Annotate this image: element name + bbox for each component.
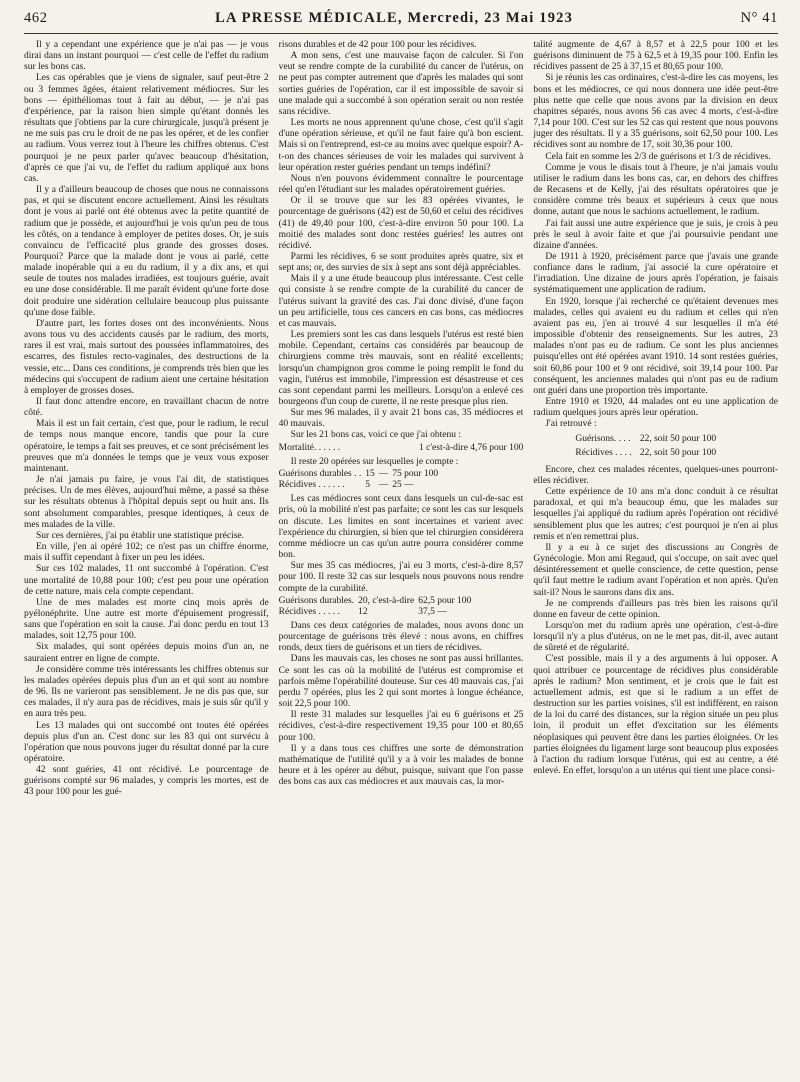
paragraph: D'autre part, les fortes doses ont des inconvénients. Nous avons tous vu des accidents causés par le radium, des morts, rares il est vrai, mais surtout des poussées inflammatoires, des escarres, des fistules recto-vaginales, des destructions de la vessie, etc... Dans ces conditions, je comprends très bien que les médecins qui s'occupent de radium aient une certaine hésitation à employer de grosses doses. — [24, 318, 269, 396]
table-cell: 25 — — [392, 480, 414, 491]
table-cell: Guérisons durables. — [278, 595, 355, 606]
paragraph: Six malades, qui sont opérées depuis moins d'un an, ne sauraient entrer en ligne de compte. — [24, 642, 269, 664]
paragraph: Dans ces deux catégories de malades, nous avons donc un pourcentage de guérisons très élevé : nous avons, en chiffres ronds, deux tiers de guérisons et un tiers de récidives. — [278, 620, 524, 654]
column-2-paragraphs-a — [279, 40, 524, 442]
paragraph: Parmi les récidives, 6 se sont produites après quatre, six et sept ans; or, des survies de six à sept ans sont déjà appréciables. — [278, 251, 524, 274]
mortality-line — [279, 443, 524, 454]
table-row — [279, 480, 443, 491]
paragraph: J'ai retrouvé : — [545, 419, 597, 430]
paragraph: Comme je vous le disais tout à l'heure, je n'ai jamais voulu utiliser le radium dans les bons cas, car, en dehors des chiffres de Recasens et de Kelly, j'ai des résultats opératoires que je considère comme très beaux et supérieurs à ceux que nous donne, autant que nous le sachions actuellement, le radium. — [533, 162, 778, 218]
paragraph: Sur ces dernières, j'ai pu établir une statistique précise. — [36, 530, 245, 541]
column-3-paragraphs-a — [533, 40, 778, 430]
table-cell: Guérisons. . . . — [575, 434, 631, 445]
table-cell: 22, soit 50 pour 100 — [639, 434, 717, 445]
paragraph: Les premiers sont les cas dans lesquels l'utérus est resté bien mobile. Cependant, certains cas considérés par beaucoup de chirurgiens comme très mauvais, sont en réalité excellents; lorsqu'un champignon gros comme le poing remplit le fond du vagin, l'utérus est immobile, l'impression est désastreuse et ces cas sont cependant parmi les meilleurs. Lorsqu'on a enlevé ces bourgeons d'un coup de curette, il ne reste presque plus rien. — [278, 330, 524, 407]
paragraph: Il y a d'ailleurs beaucoup de choses que nous ne connaissons pas, et qui se discutent encore actuellement. Ainsi les résultats dont je vous ai parlé ont été obtenus avec la petite quantité de radium que je possède, et aujourd'hui je vois qu'un peu de tous les côtés, on a tendance à employer de petites doses. Or, je suis convaincu de l'efficacité plus grande des grosses doses. Pourquoi? Parce que la malade dont je vous ai parlé, cette malade inopérable qui a eu du radium, il y a dix ans, et qui seule de toutes nos malades irradiées, est toujours guérie, avait eu une dose considérable. Il me paraît évident qu'une forte dose doit produire une sidération cellulaire beaucoup plus puissante qu'une dose faible. — [24, 185, 269, 318]
paragraph: Encore, chez ces malades récentes, quelques-unes pourront-elles récidiver. — [533, 464, 778, 486]
paragraph: Sur ces 102 malades, 11 ont succombé à l'opération. C'est une mortalité de 10,88 pour 100; c'est peu pour une opération de cette nature, mais cela compte cependant. — [24, 564, 269, 597]
stats-table-radium — [573, 432, 724, 460]
paragraph: Sur mes 35 cas médiocres, j'ai eu 3 morts, c'est-à-dire 8,57 pour 100. Il reste 32 cas sur lesquels nous pouvons nous rendre compte de la curabilité. — [278, 561, 524, 594]
paragraph: Cette expérience de 10 ans m'a donc conduit à ce résultat paradoxal, et qui m'a beaucoup ému, que les malades sur lesquelles j'ai appliqué du radium après l'opération ont récidivé sensiblement plus que les autres; c'est pourquoi je n'en ai plus remis et n'en remettrai plus. — [533, 487, 778, 542]
article-columns — [24, 40, 778, 1072]
column-2-paragraphs-c — [279, 621, 524, 788]
paragraph: Nous n'en pouvons évidemment connaître le pourcentage réel qu'en l'étudiant sur les malades opératoirement guéries. — [278, 173, 524, 196]
paragraph: talité augmente de 4,67 à 8,57 et à 22,5 pour 100 et les guérisons diminuent de 75 à 62,5 et à 19,35 pour 100. Enfin les récidives passent de 25 à 37,15 et 80,65 pour 100. — [533, 40, 778, 73]
paragraph: Une de mes malades est morte cinq mois après de pyélonéphrite. Une autre est morte d'épuisement progressif, sans que l'opération en soit la cause. J'ai donc perdu en tout 13 malades, soit 12,75 pour 100. — [24, 597, 269, 642]
paragraph: Or il se trouve que sur les 83 opérées vivantes, le pourcentage de guérisons (42) est de 50,60 et celui des récidives (41) de 49,40 pour 100, c'est-à-dire environ 50 pour 100. La moitié des malades sont donc restées guéries! les autres ont récidivé. — [278, 196, 524, 251]
paragraph: En 1920, lorsque j'ai recherché ce qu'étaient devenues mes malades, celles qui avaient eu du radium et celles qui n'en avaient pas eu, j'en ai trouvé 4 sur lesquelles il m'a été impossible d'obtenir des renseignements. Sur les autres, 23 malades n'ont pas eu de radium. Ce sont les plus anciennes puisqu'elles ont été opérées avant 1910. 14 sont restées guéries, soit 60,86 pour 100 et 9 ont récidivé, soit 39,14 pour 100. Par conséquent, les anciennes malades qui n'ont pas eu de radium ont guéri dans une proportion très importante. — [533, 296, 778, 396]
paragraph: A mon sens, c'est une mauvaise façon de calculer. Si l'on veut se rendre compte de la curabilité du cancer de l'utérus, on ne peut pas compter autrement que d'après les malades qui sont sorties guéries de l'opération, car il est impossible de savoir si une malade qui a succombé à son opération serait ou non restée sans récidive. — [278, 51, 524, 117]
paragraph: Dans les mauvais cas, les choses ne sont pas aussi brillantes. Ce sont les cas où la mobilité de l'utérus est compromise et parfois même l'opérabilité douteuse. Sur ces 40 mauvais cas, j'ai perdu 7 opérées, plus les 2 qui sont mortes à longue échéance, soit 22,5 pour 100. — [278, 654, 524, 710]
paragraph: C'est possible, mais il y a des arguments à lui opposer. A quoi attribuer ce pourcentage de récidives plus considérable après le radium? Mon sentiment, et je crois que le fait est actuellement admis, est que si le radium a un effet de destruction sur les parties voisines, s'il est indifférent, en raison de la loi du carré des distances, sur la région située un peu plus loin, il produit un effet d'excitation sur les éléments néoplasiques qui peuvent être dans les parties éloignées. Or les parties éloignées du ligament large sont beaucoup plus exposées à l'action du radium lorsque l'utérus, qui est au centre, a été enlevé. En effet, lorsqu'on a un utérus qui tient une place consi- — [533, 654, 778, 776]
paragraph: Je n'ai jamais pu faire, je vous l'ai dit, de statistiques précises. Un de mes élèves, aujourd'hui même, a passé sa thèse sur les résultats obtenus à l'hôpital depuis sept ou huit ans. Ils sont absolument comparables, presque identiques, à ceux de mes malades de la ville. — [24, 475, 269, 530]
paragraph: Il y a dans tous ces chiffres une sorte de démonstration mathématique de l'utilité qu'il y a à voir les malades de bonne heure et à les opérer au début, puisque, suivant que l'on passe des bons cas aux cas médiocres et aux mauvais cas, la mor- — [278, 743, 524, 788]
paragraph: Sur mes 96 malades, il y avait 21 bons cas, 35 médiocres et 40 mauvais. — [278, 408, 524, 430]
table-cell: 75 pour 100 — [392, 468, 439, 479]
paragraph: Il y a eu à ce sujet des discussions au Congrès de Gynécologie. Mon ami Regaud, qui s'occupe, on sait avec quel désintéressement et quelle conscience, de cette question, pense qu'il faut mettre le radium avant l'opération et non après. Qu'en sait-il? Nous le saurons dans dix ans. — [533, 542, 778, 598]
table-row — [279, 596, 476, 607]
column-2 — [279, 40, 524, 1072]
paragraph: Les cas opérables que je viens de signaler, sauf peut-être 2 ou 3 femmes âgées, étaient relativement médiocres. Sur les bons — épithéliomas tout à fait au début, — je n'ai pas d'expérience, par la raison bien simple qu'étant donnés les résultats que j'obtiens par la cure chirurgicale, jusqu'à présent je ne me suis pas cru le droit de ne pas les opérer, et de les confier au radium. Vous verrez tout à l'heure les chiffres obtenus. C'est pourquoi je ne peux parler qu'avec beaucoup d'hésitation, d'après ce que j'ai vu, de l'effet du radium appliqué aux bons cas. — [24, 73, 269, 184]
page-header — [24, 10, 778, 30]
page-number: 462 — [24, 10, 48, 26]
mortality-label: Mortalité. . . . . . — [278, 442, 341, 453]
paragraph: Il reste 20 opérées sur lesquelles je compte : — [290, 456, 459, 467]
table-row — [279, 607, 476, 618]
column-3-paragraphs-b — [533, 465, 778, 777]
paragraph: Il faut donc attendre encore, en travaillant chacun de notre côté. — [24, 397, 269, 419]
paragraph: Je ne comprends d'ailleurs pas très bien les raisons qu'il donne en faveur de cette opinion. — [533, 598, 778, 620]
header-rule — [24, 33, 778, 34]
table-cell: Récidives . . . . . — [278, 606, 340, 617]
paragraph: Je considère comme très intéressants les chiffres obtenus sur les malades opérées depuis plus d'un an et qui sont au nombre de 96. Ils ne varieront pas sensiblement. Je ne dis pas que, sur ces malades, il n'y aura pas de récidives, mais je suis sûr qu'il y en aura très peu. — [24, 664, 269, 720]
table-cell: 62,5 pour 100 — [418, 595, 472, 606]
column-3 — [533, 40, 778, 1072]
paragraph: Cela fait en somme les 2/3 de guérisons et 1/3 de récidives. — [545, 151, 771, 162]
table-cell: 22, soit 50 pour 100 — [639, 447, 717, 458]
table-cell: 20, c'est-à-dire — [358, 595, 415, 606]
table-cell: 12 — [358, 606, 368, 617]
table-cell: Récidives . . . . . . — [278, 480, 345, 491]
paragraph: 42 sont guéries, 41 ont récidivé. Le pourcentage de guérisons compté sur 96 malades, y compris les mortes, est de 43 pour 100 pour les gué- — [24, 765, 269, 798]
paragraph: Il y a cependant une expérience que je n'ai pas — je vous dirai dans un instant pourquoi — c'est celle de l'effet du radium sur les bons cas. — [24, 40, 269, 73]
paragraph: Entre 1910 et 1920, 44 malades ont eu une application de radium quelques jours après leur opération. — [533, 397, 778, 419]
paragraph: Sur les 21 bons cas, voici ce que j'ai obtenu : — [290, 430, 461, 441]
column-2-paragraphs-b — [279, 494, 524, 594]
table-cell: — — [378, 480, 389, 491]
table-row — [575, 448, 722, 459]
mortality-value: 1 c'est-à-dire 4,76 pour 100 — [419, 442, 524, 453]
table-cell: — — [378, 468, 389, 479]
table-cell: 5 — [365, 480, 371, 491]
column-1 — [24, 40, 269, 1072]
table-cell: Guérisons durables . . — [278, 468, 362, 479]
table-cell: 37,5 — — [418, 606, 447, 617]
stats-table-medium-cases — [279, 596, 476, 618]
table-cell: Récidives . . . . — [575, 447, 632, 458]
issue-number: N° 41 — [740, 10, 778, 26]
paragraph: Les 13 malades qui ont succombé ont toutes été opérées depuis plus d'un an. C'est donc sur les 83 qui ont survécu à l'opération que nous pouvons juger du résultat donné par la cure opératoire. — [24, 720, 269, 764]
paragraph: De 1911 à 1920, précisément parce que j'avais une grande confiance dans le radium, j'ai associé la cure opératoire et l'irradiation. Une dizaine de jours après l'opération, je faisais systématiquement une application de radium. — [533, 251, 778, 296]
table-cell: 15 — [365, 468, 375, 479]
table-row — [279, 469, 443, 480]
table-row — [575, 434, 722, 445]
paragraph: Les morts ne nous apprennent qu'une chose, c'est qu'il s'agit d'une opération sérieuse, et qu'il ne faut faire qu'à bon escient. Mais si on l'entreprend, est-ce au moins avec quelque espoir? A-t-on des chances sérieuses de voir les malades qui survivent à leur opération rester guéries pendant un temps indéfini? — [278, 118, 524, 173]
stats-table-good-cases — [279, 469, 443, 491]
paragraph: Il reste 31 malades sur lesquelles j'ai eu 6 guérisons et 25 récidives, c'est-à-dire respectivement 19,35 pour 100 et 80,65 pour 100. — [278, 710, 524, 743]
paragraph: En ville, j'en ai opéré 102; ce n'est pas un chiffre énorme, mais il suffit cependant à fixer un peu les idées. — [24, 542, 269, 564]
paragraph: Mais il y a une étude beaucoup plus intéressante. C'est celle qui consiste à se rendre compte de la curabilité du cancer de l'utérus suivant la gravité des cas. J'ai donc divisé, d'une façon un peu artificielle, tous ces cancers en cas bons, cas médiocres et cas mauvais. — [278, 274, 524, 329]
paragraph: risons durables et de 42 pour 100 pour les récidives. — [278, 40, 477, 50]
paragraph: Si je réunis les cas ordinaires, c'est-à-dire les cas moyens, les bons et les médiocres, ce qui nous donnera une idée peut-être plus nette que celle que nous avons par la division en deux chapitres séparés, nous avons 56 cas avec 4 morts, c'est-à-dire 7,14 pour 100. C'est sur les 52 cas qui restent que nous pouvons juger des résultats. Il y a 35 guérisons, soit 62,50 pour 100. Les récidives sont au nombre de 17, soit 30,36 pour 100. — [533, 73, 778, 151]
paragraph: J'ai fait aussi une autre expérience que je suis, je crois à peu près le seul à avoir faite et que j'ai poursuivie pendant une dizaine d'années. — [533, 218, 778, 251]
paragraph: Mais il est un fait certain, c'est que, pour le radium, le recul de temps nous manque encore, tandis que pour la cure opératoire, le temps a fait ses preuves, et ce sont précisément les preuves que m'a données le temps que je veux vous exposer maintenant. — [24, 419, 269, 474]
journal-title: LA PRESSE MÉDICALE, Mercredi, 23 Mai 1923 — [215, 10, 574, 26]
paragraph: Lorsqu'on met du radium après une opération, c'est-à-dire lorsqu'il n'y a plus d'utérus, on ne le met pas, dit-il, avec autant de sûreté et de régularité. — [533, 620, 778, 654]
paragraph: Les cas médiocres sont ceux dans lesquels un cul-de-sac est pris, où la mobilité n'est pas parfaite; ce sont les cas sur lesquels on discute. Les limites en sont incertaines et varient avec l'expérience du chirurgien, si bien que tel chirurgien considérera comme médiocre un cas qu'un autre pourra considérer comme bon. — [278, 494, 524, 561]
